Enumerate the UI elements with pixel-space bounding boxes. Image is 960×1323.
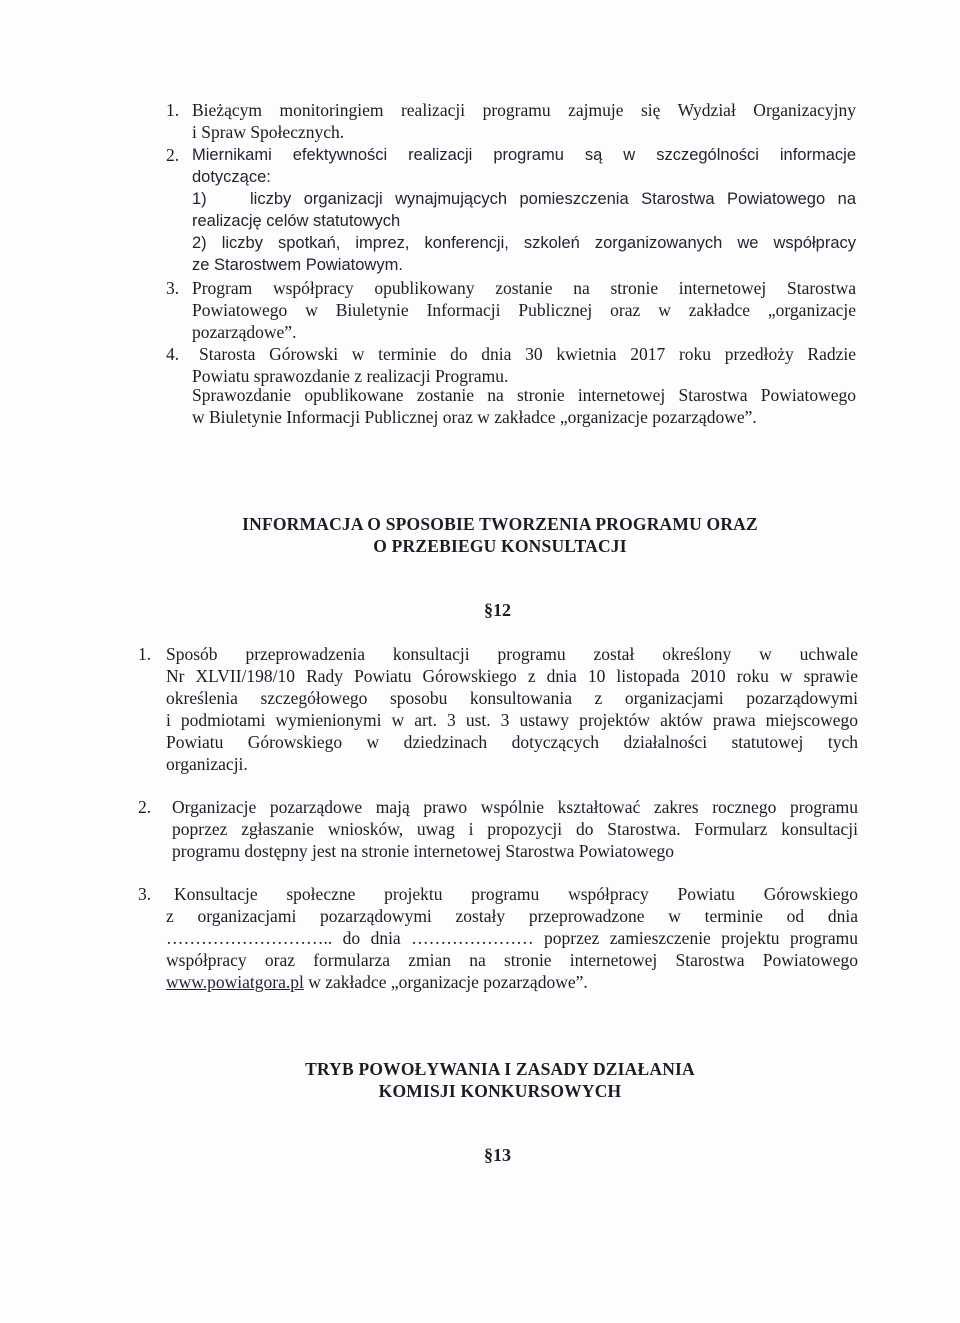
list-item-text: i podmiotami wymienionymi w art. 3 ust. 3 ustawy projektów aktów prawa miejscowego <box>166 710 858 730</box>
list-item-text: z organizacjami pozarządowymi zostały przeprowadzone w terminie od dnia <box>166 906 858 926</box>
list-item-text: Konsultacje społeczne projektu programu współpracy Powiatu Górowskiego <box>174 884 858 904</box>
sub-item-text: 2) liczby spotkań, imprez, konferencji, szkoleń zorganizowanych we współpracy <box>192 234 856 252</box>
paragraph-number: §13 <box>484 1145 511 1165</box>
list-item-text: Starosta Górowski w terminie do dnia 30 kwietnia 2017 roku przedłoży Radzie <box>199 344 856 364</box>
sub-item-number: 1) <box>192 190 207 208</box>
list-item-text: określenia szczegółowego sposobu konsultowania z organizacjami pozarządowymi <box>166 688 858 708</box>
list-item-text: ……………………….. do dnia ………………… poprzez zamieszczenie projektu programu <box>166 928 858 948</box>
list-item-text: Powiatu sprawozdanie z realizacji Programu. <box>192 366 509 386</box>
list-item-text <box>166 971 588 993</box>
list-item-text: organizacji. <box>166 754 248 774</box>
section-title-line2: O PRZEBIEGU KONSULTACJI <box>373 536 627 556</box>
list-item-text: Sposób przeprowadzenia konsultacji programu został określony w uchwale <box>166 644 858 664</box>
list-item-number: 1. <box>166 100 180 120</box>
list-item-text: Nr XLVII/198/10 Rady Powiatu Górowskiego z dnia 10 listopada 2010 roku w sprawie <box>166 666 858 686</box>
list-item-text: Miernikami efektywności realizacji programu są w szczególności informacje <box>192 146 856 164</box>
list-item-text: w Biuletynie Informacji Publicznej oraz w zakładce „organizacje pozarządowe”. <box>192 407 757 427</box>
list-item-text: Sprawozdanie opublikowane zostanie na stronie internetowej Starostwa Powiatowego <box>192 385 856 405</box>
list-item-text: poprzez zgłaszanie wniosków, uwag i propozycji do Starostwa. Formularz konsultacji <box>172 819 858 839</box>
list-item-text: Powiatu Górowskiego w dziedzinach dotyczących działalności statutowej tych <box>166 732 858 752</box>
list-item-text: programu dostępny jest na stronie internetowej Starostwa Powiatowego <box>172 841 675 861</box>
list-item-text: Bieżącym monitoringiem realizacji programu zajmuje się Wydział Organizacyjny <box>192 100 856 120</box>
list-item-text: współpracy oraz formularza zmian na stronie internetowej Starostwa Powiatowego <box>166 950 858 970</box>
sub-item-text: realizację celów statutowych <box>192 212 401 230</box>
list-item-text: pozarządowe”. <box>192 322 297 342</box>
list-item-number: 1. <box>138 644 152 664</box>
sub-item-text: ze Starostwem Powiatowym. <box>192 256 403 274</box>
sub-item-text: liczby organizacji wynajmujących pomieszczenia Starostwa Powiatowego na <box>250 190 856 208</box>
section-title-line1: INFORMACJA O SPOSOBIE TWORZENIA PROGRAMU ORAZ <box>242 514 758 534</box>
website-link[interactable]: www.powiatgora.pl <box>166 972 304 992</box>
list-item-number: 3. <box>166 278 180 298</box>
list-item-text: Powiatowego w Biuletynie Informacji Publicznej oraz w zakładce „organizacje <box>192 300 856 320</box>
list-item-text: i Spraw Społecznych. <box>192 122 345 142</box>
section-title-line1: TRYB POWOŁYWANIA I ZASADY DZIAŁANIA <box>305 1059 695 1079</box>
list-item-text: Organizacje pozarządowe mają prawo wspólnie kształtować zakres rocznego programu <box>172 797 858 817</box>
section-title-line2: KOMISJI KONKURSOWYCH <box>378 1081 622 1101</box>
list-item-text: dotyczące: <box>192 168 271 186</box>
list-item-text-rest: w zakładce „organizacje pozarządowe”. <box>303 972 588 992</box>
list-item-number: 4. <box>166 344 180 364</box>
list-item-number: 2. <box>166 145 180 165</box>
list-item-number: 3. <box>138 884 152 904</box>
list-item-text: Program współpracy opublikowany zostanie na stronie internetowej Starostwa <box>192 278 856 298</box>
paragraph-number: §12 <box>484 600 511 620</box>
list-item-number: 2. <box>138 797 152 817</box>
